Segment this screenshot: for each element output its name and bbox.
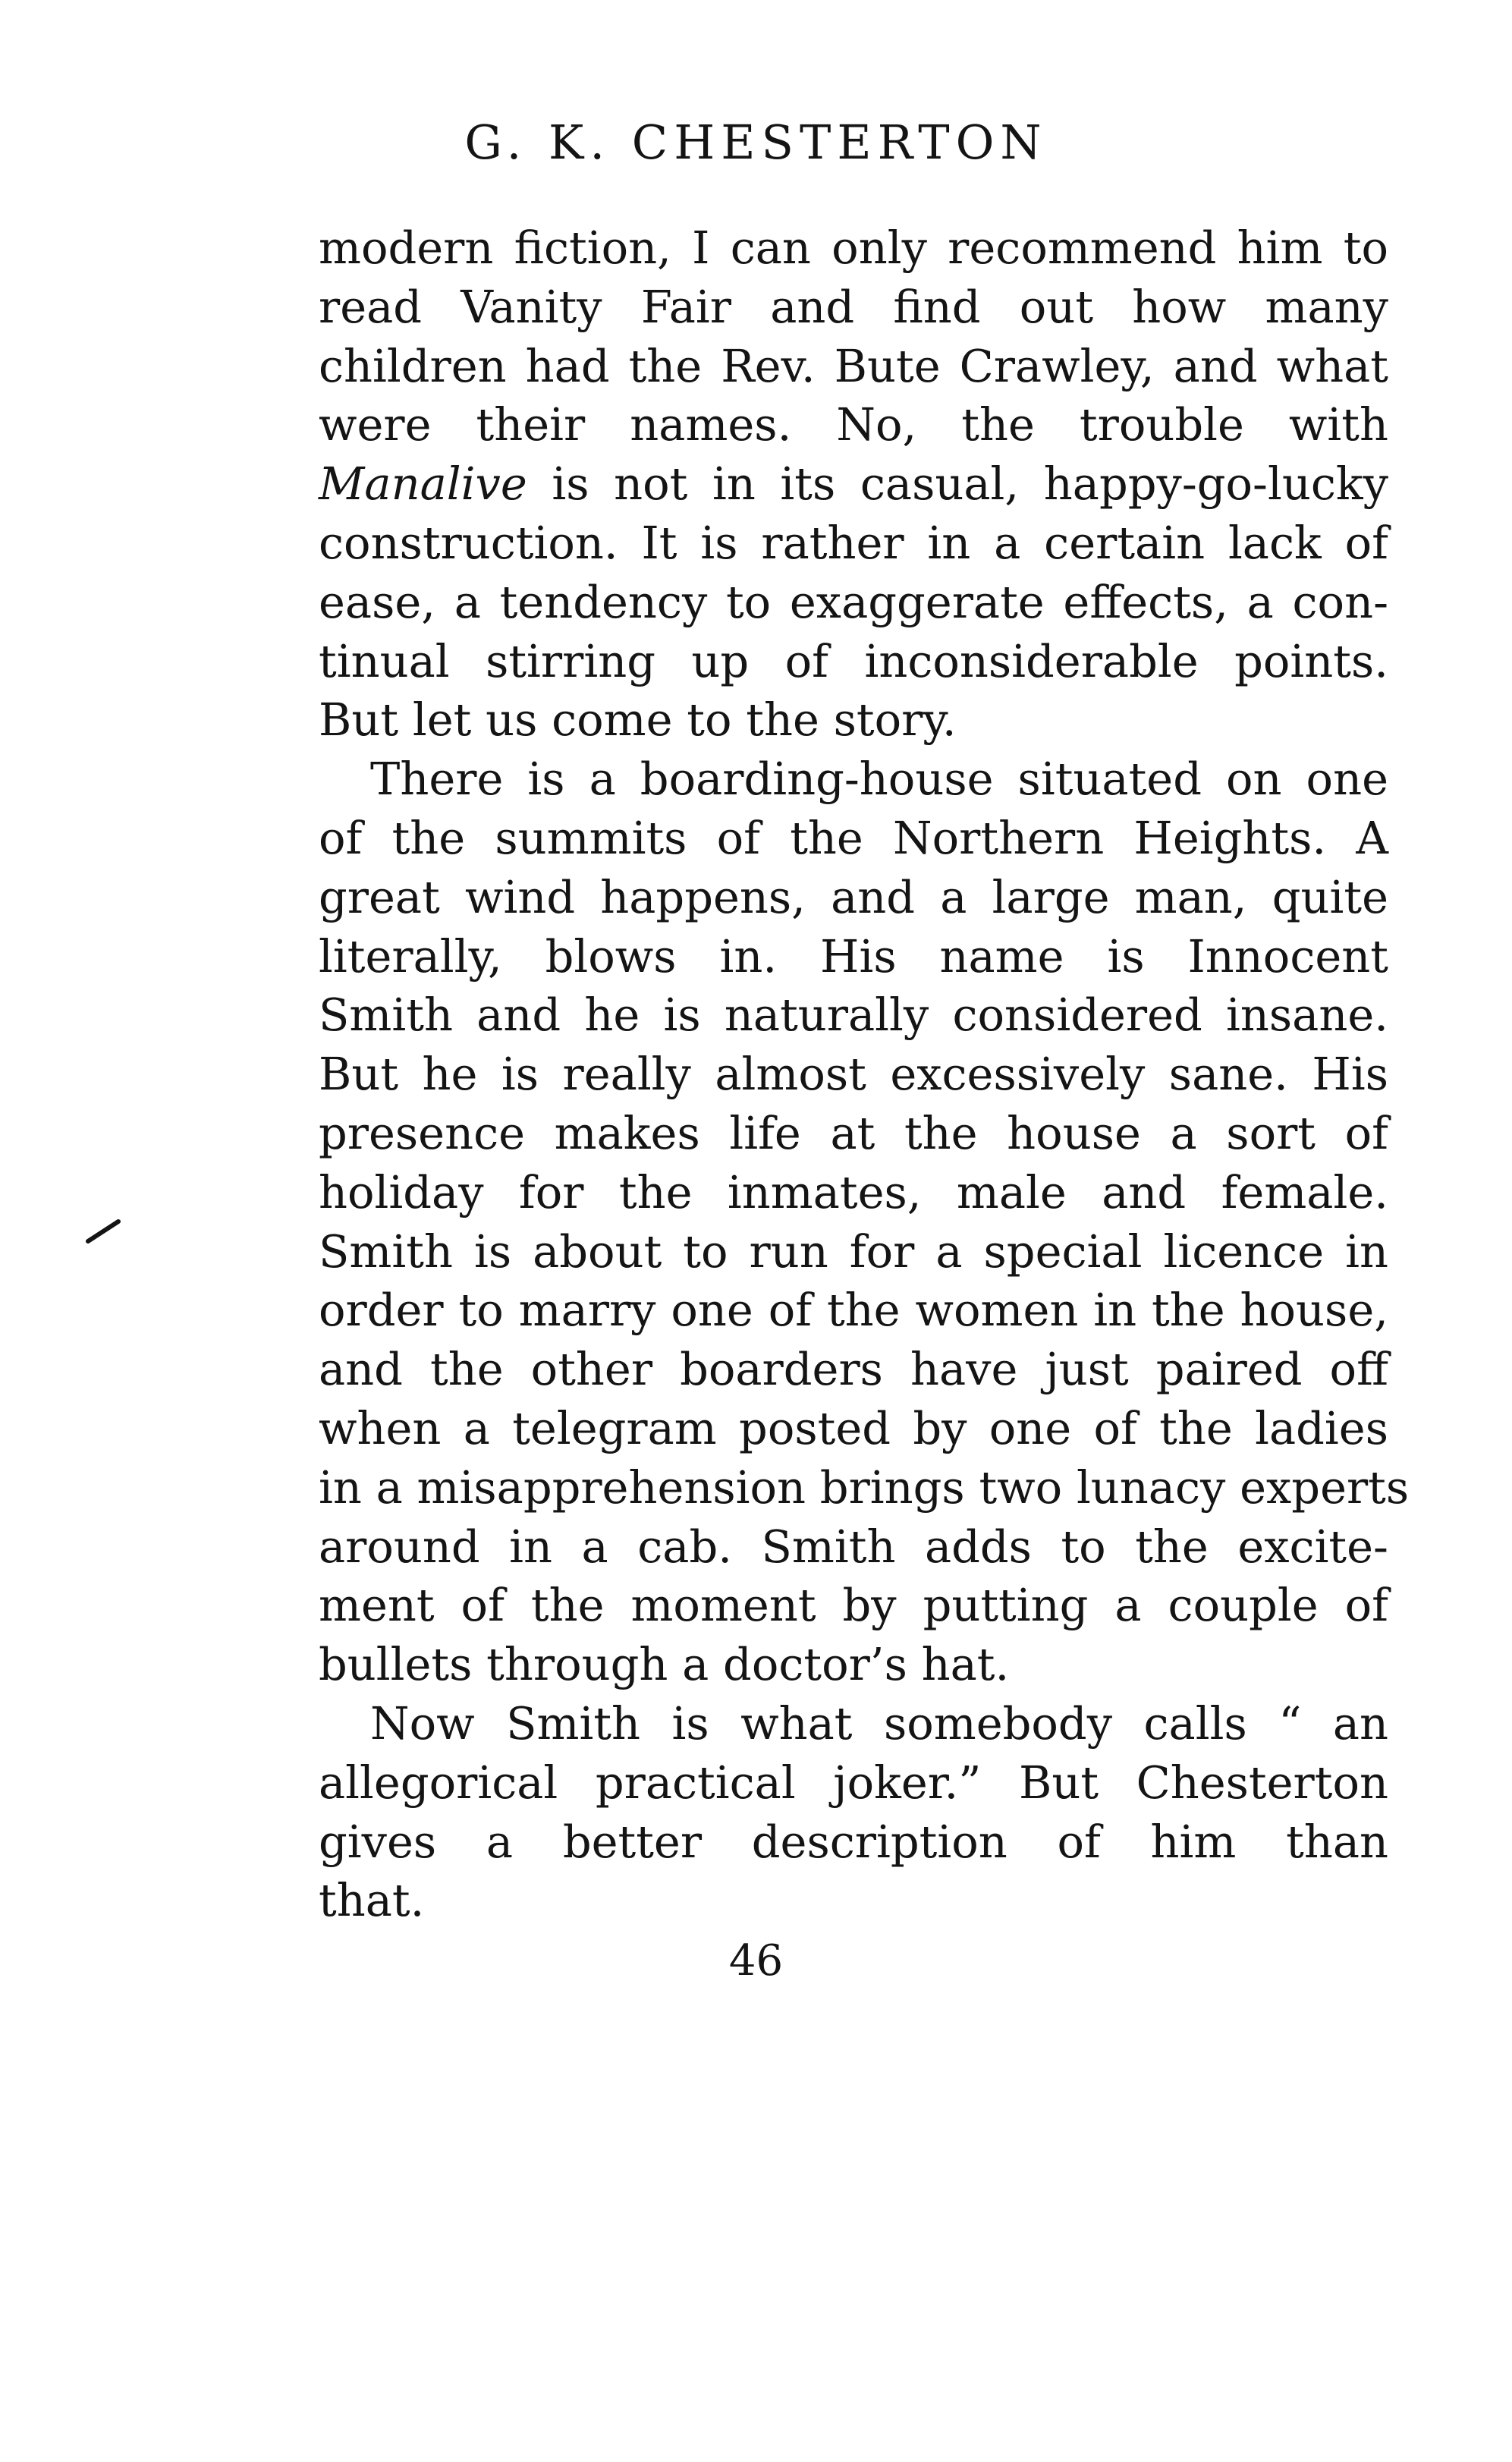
text-line: Smith and he is naturally considered insane. [319, 989, 1388, 1042]
paragraph-2 [319, 750, 1410, 1694]
text-line: Smith is about to run for a special licence in [319, 1225, 1388, 1278]
text-line: great wind happens, and a large man, quite [319, 870, 1388, 923]
book-title-manalive: Manalive [319, 457, 527, 511]
text-line: in a misapprehension brings two lunacy experts [319, 1461, 1410, 1514]
text-line: presence makes life at the house a sort of [319, 1106, 1388, 1159]
pencil-mark-icon [85, 1215, 123, 1246]
text-line: that. [319, 1874, 425, 1927]
paragraph-3 [319, 1694, 1388, 1930]
text-line: construction. It is rather in a certain lack of [319, 516, 1388, 569]
text-line: were their names. No, the trouble with [319, 398, 1388, 451]
page-number: 46 [728, 1936, 784, 1986]
text-line: of the summits of the Northern Heights. A [319, 811, 1388, 864]
text-line: literally, blows in. His name is Innocent [319, 929, 1388, 983]
text-line: There is a boarding-house situated on one [370, 753, 1388, 806]
text-line: gives a better description of him than [319, 1815, 1388, 1868]
text-line: But he is really almost excessively sane. His [319, 1048, 1388, 1101]
text-line: modern fiction, I can only recommend him to [319, 222, 1388, 274]
text-line-with-title [319, 454, 1388, 514]
text-line: when a telegram posted by one of the ladies [319, 1401, 1388, 1454]
text-line: allegorical practical joker.” But Chesterton [319, 1756, 1388, 1809]
text-line-rest: is not in its casual, happy-go-lucky [552, 457, 1388, 511]
text-line: children had the Rev. Bute Crawley, and what [319, 339, 1388, 392]
text-line: ment of the moment by putting a couple of [319, 1579, 1388, 1632]
text-line: around in a cab. Smith adds to the excite- [319, 1520, 1388, 1573]
body-text [319, 219, 1410, 1930]
text-line: ease, a tendency to exaggerate effects, a con- [319, 575, 1388, 628]
text-line: bullets through a doctor’s hat. [319, 1638, 1010, 1691]
text-line: Now Smith is what somebody calls “ an [370, 1696, 1388, 1750]
running-head: G. K. CHESTERTON [464, 115, 1048, 170]
text-line: holiday for the inmates, male and female. [319, 1165, 1388, 1218]
text-line: order to marry one of the women in the house, [319, 1284, 1388, 1337]
text-line: read Vanity Fair and find out how many [319, 280, 1388, 333]
paragraph-1 [319, 219, 1388, 750]
text-line: and the other boarders have just paired off [319, 1343, 1388, 1396]
text-line: tinual stirring up of inconsiderable points. [319, 634, 1388, 687]
text-line: But let us come to the story. [319, 693, 957, 747]
